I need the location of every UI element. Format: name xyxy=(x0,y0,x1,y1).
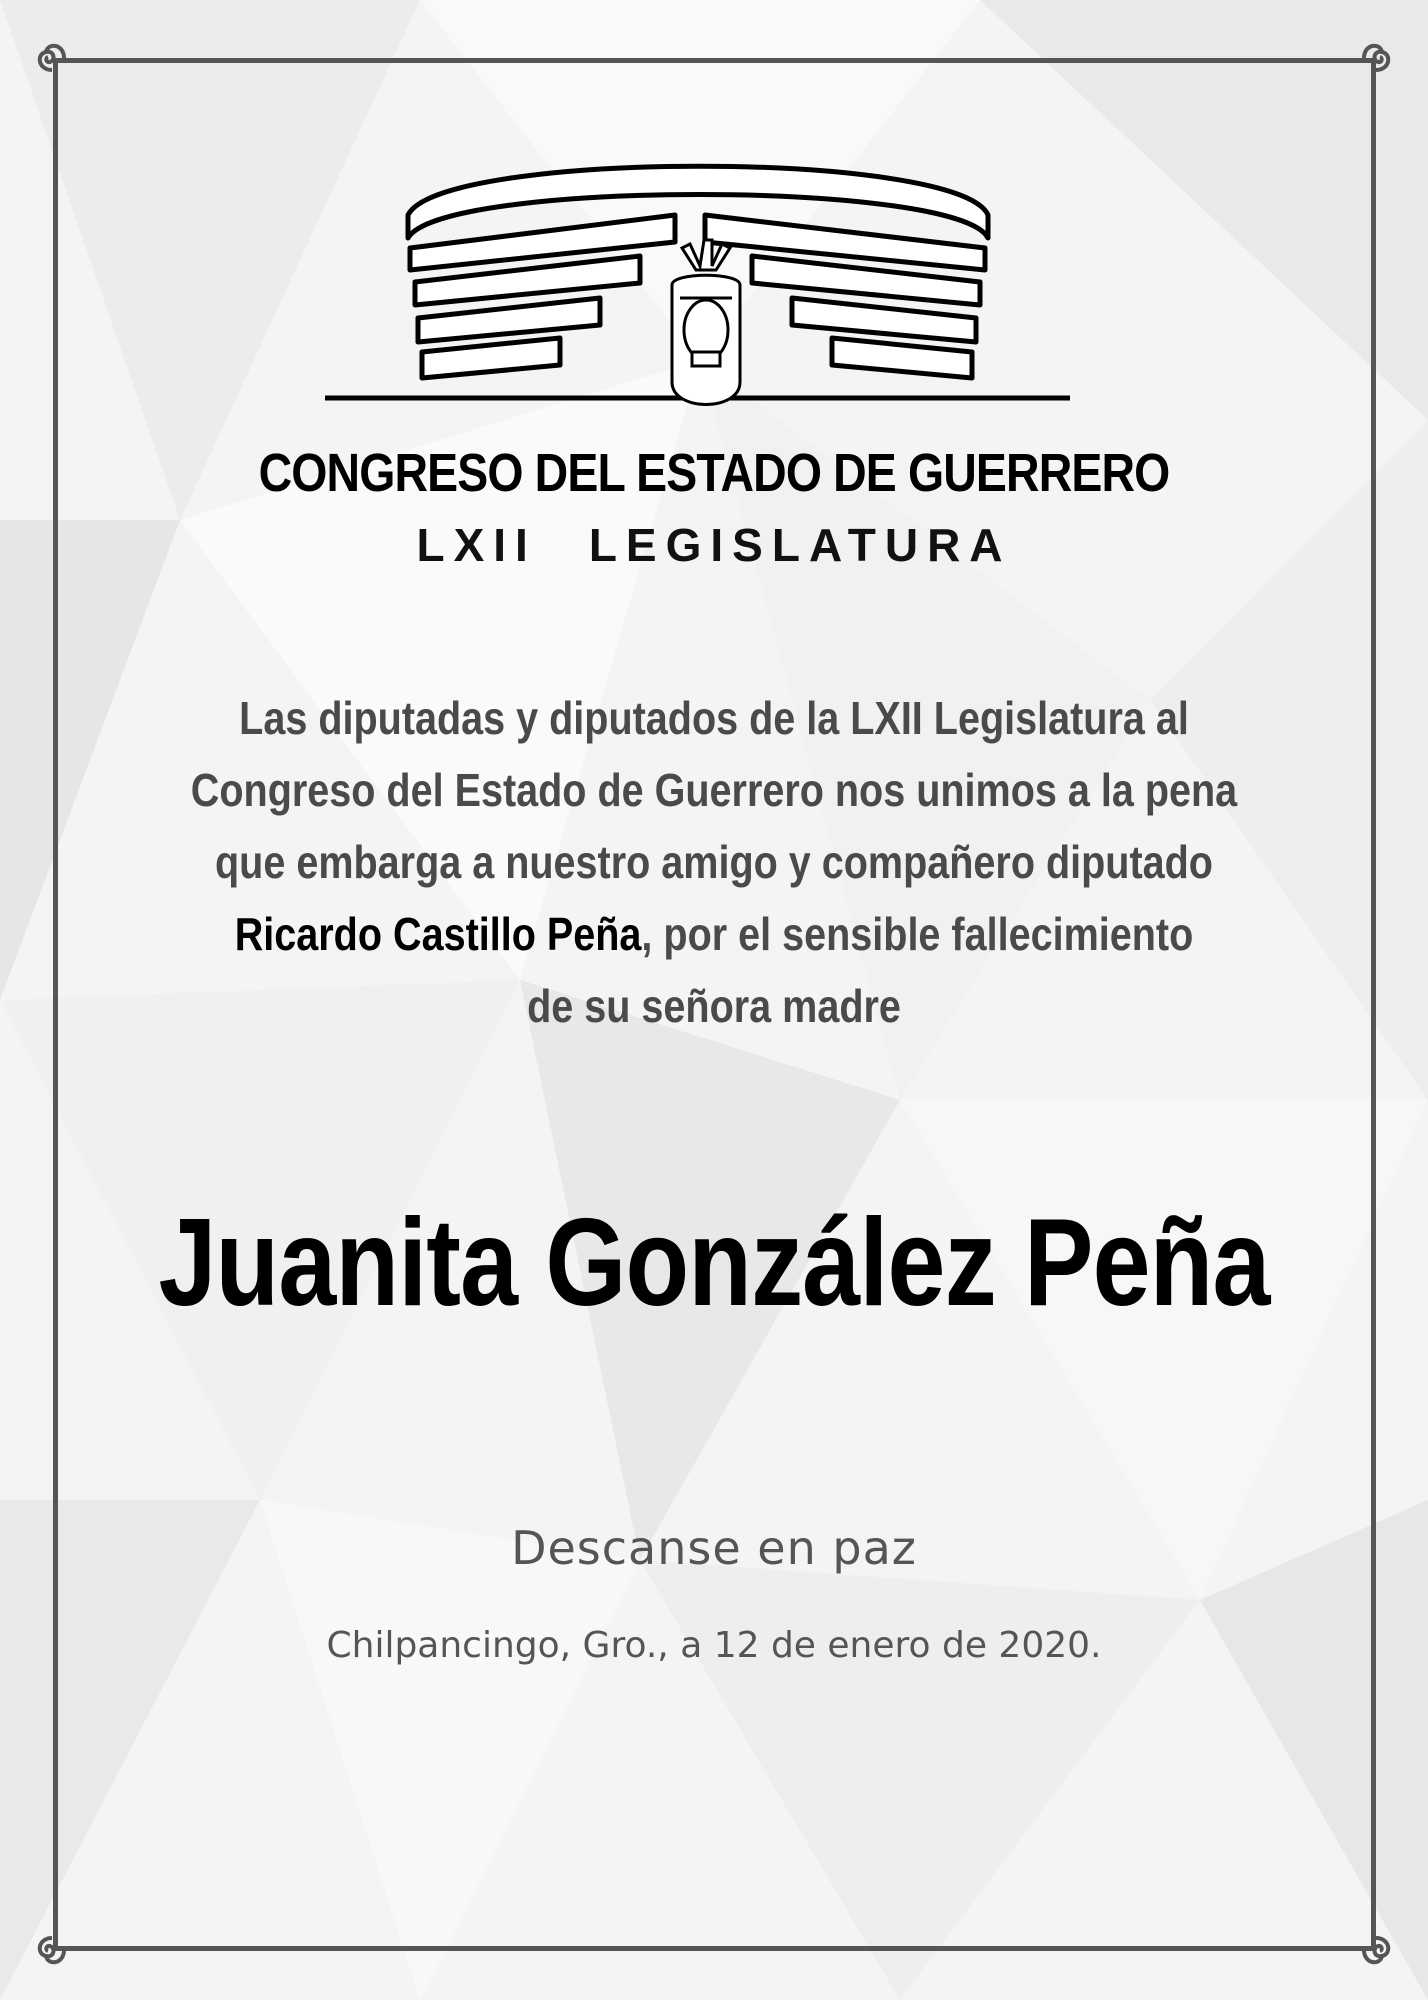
deputy-name: Ricardo Castillo Peña xyxy=(234,908,642,960)
congress-building-logo xyxy=(320,120,1080,440)
legislature-number: LXII xyxy=(416,519,537,571)
corner-ornament-icon xyxy=(30,36,74,80)
corner-ornament-icon xyxy=(30,1928,74,1972)
message-line xyxy=(186,898,1242,970)
deceased-name: Juanita González Peña xyxy=(158,1194,1270,1332)
condolence-message xyxy=(186,682,1242,1042)
rest-in-peace-text: Descanse en paz xyxy=(511,1521,917,1575)
message-line: de su señora madre xyxy=(527,980,901,1032)
message-line: Congreso del Estado de Guerrero nos unimos a la pena xyxy=(190,764,1238,816)
legislature-word: LEGISLATURA xyxy=(588,519,1012,571)
organization-name: CONGRESO DEL ESTADO DE GUERRERO xyxy=(258,443,1170,503)
message-line: Las diputadas y diputados de la LXII Legislatura al xyxy=(239,692,1189,744)
corner-ornament-icon xyxy=(1354,36,1398,80)
message-line: que embarga a nuestro amigo y compañero diputado xyxy=(215,836,1213,888)
message-line-rest: , por el sensible fallecimiento xyxy=(641,908,1194,960)
legislature-subtitle xyxy=(0,518,1428,572)
corner-ornament-icon xyxy=(1354,1928,1398,1972)
place-and-date: Chilpancingo, Gro., a 12 de enero de 2020. xyxy=(326,1625,1102,1666)
